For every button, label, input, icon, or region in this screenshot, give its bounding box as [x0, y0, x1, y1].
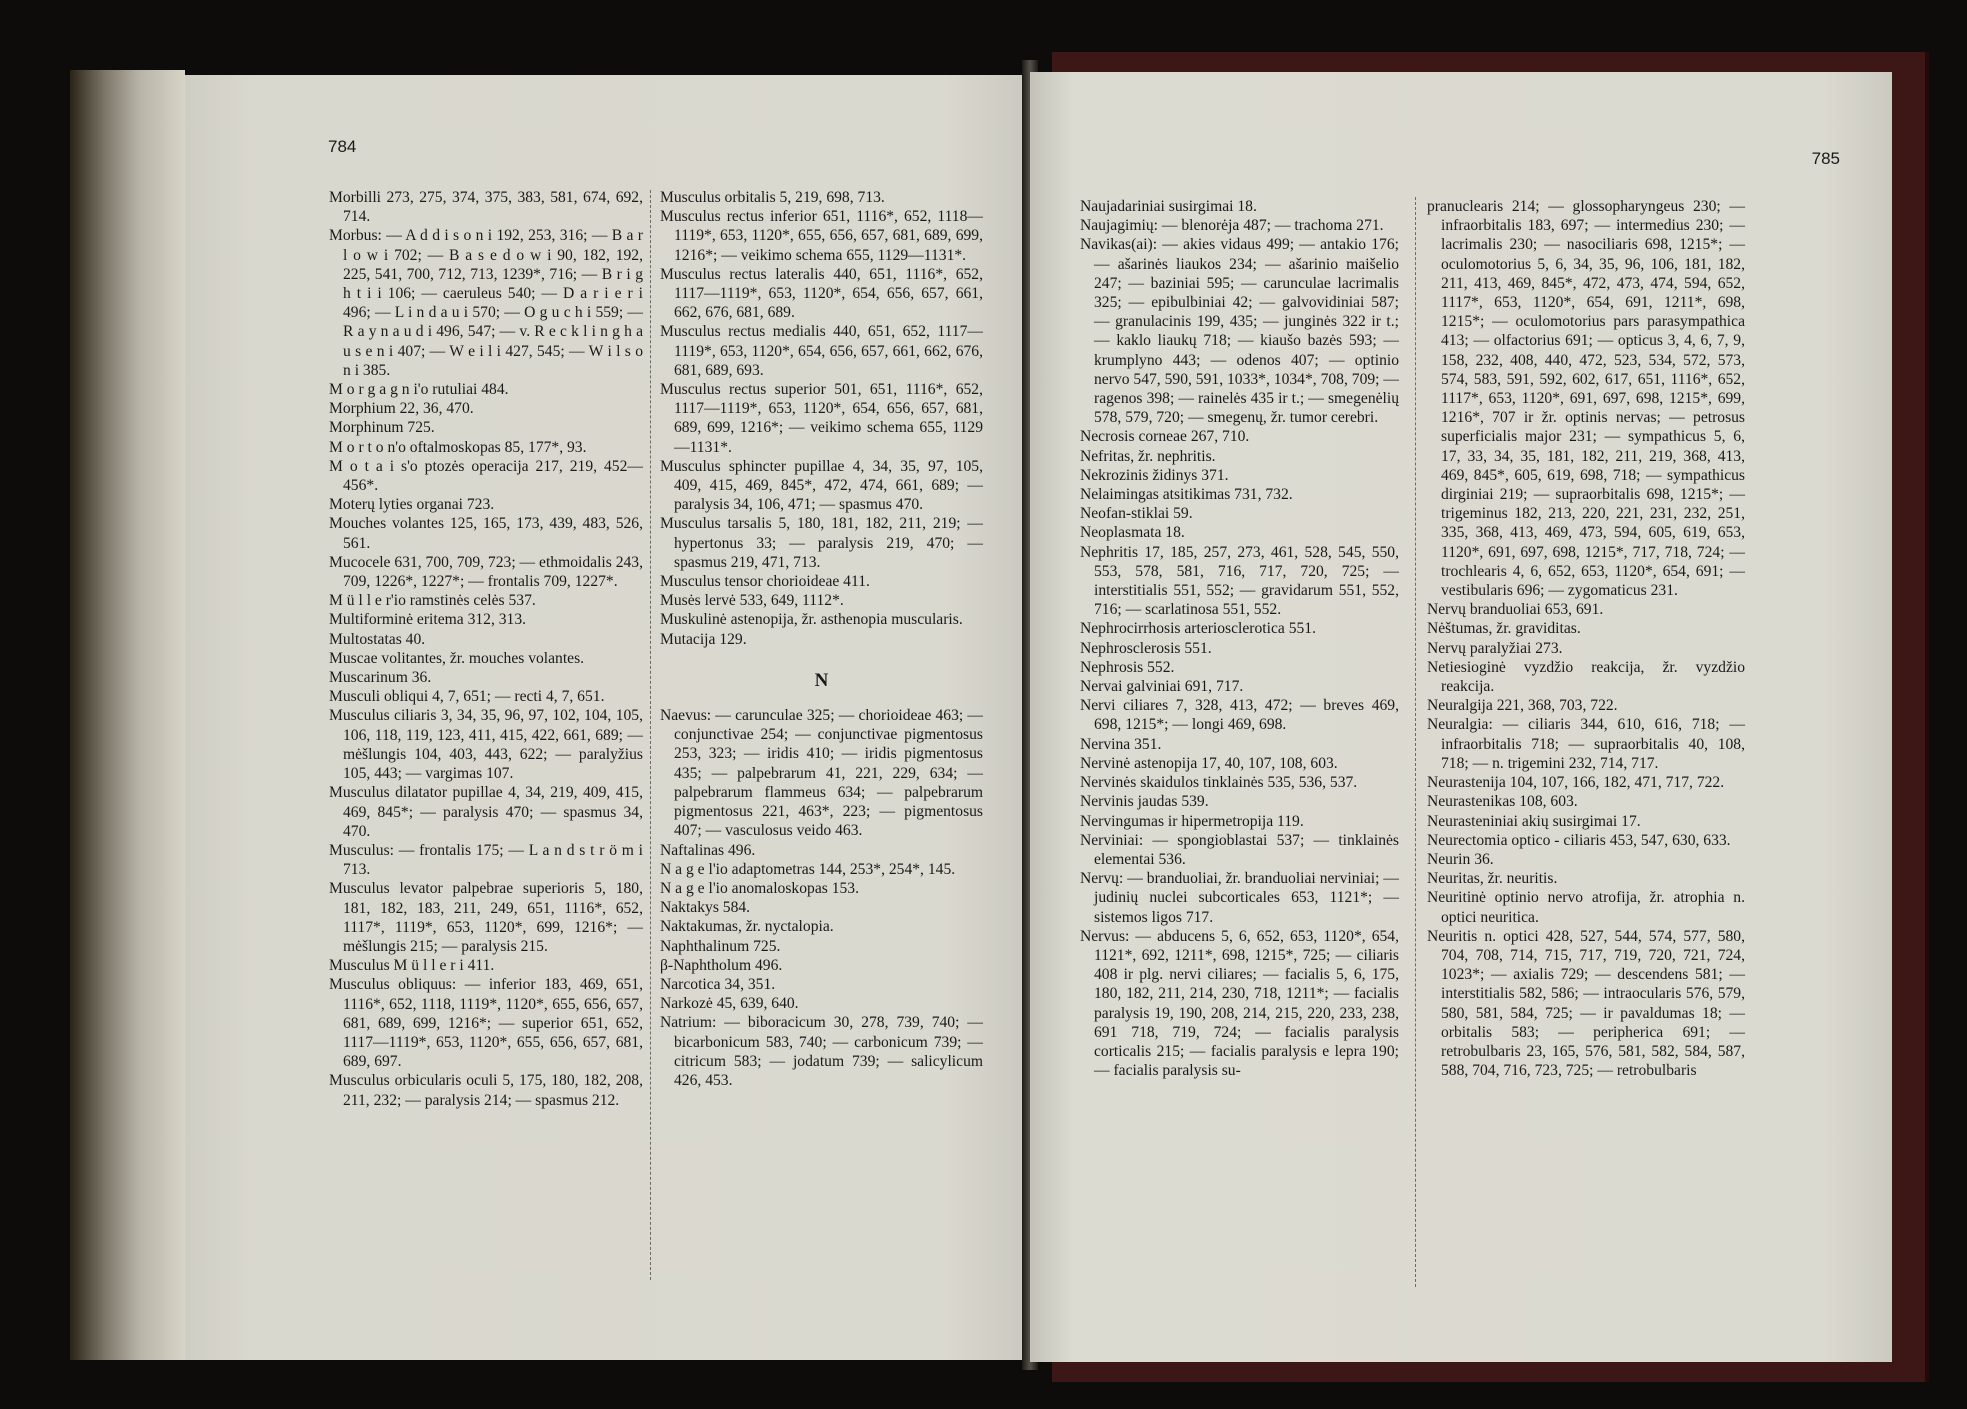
index-entry: Nervingumas ir hipermetropija 119. — [1080, 812, 1304, 830]
index-entry: Neurectomia optico - ciliaris 453, 547, 630, 633. — [1427, 831, 1731, 849]
index-entry: Musculus: — frontalis 175; — L a n d s t r ö m i 713. — [329, 841, 643, 879]
index-entry: Nervų branduoliai 653, 691. — [1427, 601, 1604, 619]
index-entry: Neurastenikas 108, 603. — [1427, 793, 1578, 811]
page-number-left: 784 — [328, 137, 357, 156]
index-entry: Musculus orbitalis 5, 219, 698, 713. — [660, 189, 885, 206]
index-entry: Neuritas, žr. neuritis. — [1427, 870, 1558, 888]
index-entry: Neuralgia: — ciliaris 344, 610, 616, 718; — infraorbitalis 718; — supraorbitalis 40, 108, 718; — n. trigemini 232, 714, 717. — [1427, 716, 1745, 772]
index-entry: Nervina 351. — [1080, 735, 1162, 753]
index-entry: Multiforminė eritema 312, 313. — [329, 611, 527, 629]
index-entry: Nervų paralyžiai 273. — [1427, 639, 1563, 657]
index-entry: Musculus tarsalis 5, 180, 181, 182, 211, 219; — hypertonus 33; — paralysis 219, 470; — spasmus 219, 471, 713. — [660, 515, 983, 571]
index-entry: Naujadariniai susirgimai 18. — [1080, 198, 1257, 215]
page-number-right: 785 — [1811, 149, 1840, 168]
index-entry: Nervai galviniai 691, 717. — [1080, 678, 1244, 696]
index-entry: Neuralgija 221, 368, 703, 722. — [1427, 697, 1618, 715]
index-entry: Naktakumas, žr. nyctalopia. — [660, 918, 834, 936]
index-column-2 — [660, 188, 983, 1090]
index-entry: Musculus sphincter pupillae 4, 34, 35, 97, 105, 409, 415, 469, 845*, 472, 474, 661, 689; — paralysis 34, 106, 471; — spasmus 470. — [660, 457, 983, 514]
index-entry: M o r g a g n i'o rutuliai 484. — [329, 381, 509, 399]
index-entry: Neurasteniniai akių susirgimai 17. — [1427, 812, 1641, 830]
index-entry: Necrosis corneae 267, 710. — [1080, 428, 1250, 446]
index-entry: pranuclearis 214; — glossopharyngeus 230; — infraorbitalis 183, 697; — intermedius 230; — lacrimalis 230; — nasociliaris 698, 1215*; — oculomotorius 5, 6, 34, 35, 96, 106, 181, 182, 211, 413, 469, 845*, 472, 473, 474, 594, 652, 1117*, 653, 1120*, 654, 691, 1211*, 698, 1215*; — oculomotorius pars parasympathica 413; — olfactorius 691; — opticus 3, 4, 6, 7, 9, 158, 232, 408, 440, 472, 523, 534, 572, 573, 574, 583, 591, 592, 602, 617, 651, 1116*, 652, 1117*, 653, 1120*, 691, 697, 698, 1215*, 699, 1216*, 707 ir žr. optinis nervas; — petrosus superficialis major 231; — sympathicus 5, 6, 17, 33, 34, 35, 181, 182, 211, 219, 368, 413, 469, 845*, 605, 619, 698, 718; — sympathicus dirginiai 219; — supraorbitalis 698, 1215*; — trigeminus 182, 213, 220, 221, 231, 232, 251, 335, 368, 413, 469, 473, 594, 605, 619, 653, 1120*, 691, 697, 698, 1215*, 717, 718, 724; — trochlearis 4, 6, 652, 653, 1120*, 654, 691; — vestibularis 696; — zygomaticus 231. — [1427, 198, 1745, 600]
index-entry: Musės lervė 533, 649, 1112*. — [660, 592, 844, 610]
index-entry: Nefritas, žr. nephritis. — [1080, 447, 1216, 465]
index-entry: Nephrosis 552. — [1080, 658, 1175, 676]
index-column-1 — [329, 188, 643, 1110]
index-column-4 — [1427, 197, 1745, 1080]
index-entry: Morbilli 273, 275, 374, 375, 383, 581, 674, 692, 714. — [329, 189, 643, 226]
right-page — [1030, 72, 1892, 1362]
index-entry: Neofan-stiklai 59. — [1080, 505, 1193, 523]
index-entry: Mouches volantes 125, 165, 173, 439, 483, 526, 561. — [329, 515, 643, 552]
index-entry: Nerviniai: — spongioblastai 537; — tinklainės elementai 536. — [1080, 831, 1399, 868]
index-entry: Nervi ciliares 7, 328, 413, 472; — breves 469, 698, 1215*; — longi 469, 698. — [1080, 697, 1399, 734]
index-entry: Muscae volitantes, žr. mouches volantes. — [329, 649, 585, 667]
index-entry: Netiesioginė vyzdžio reakcija, žr. vyzdžio reakcija. — [1427, 658, 1745, 696]
index-entry: Neuritis n. optici 428, 527, 544, 574, 577, 580, 704, 708, 714, 715, 717, 719, 720, 721, 724, 1023*; — axialis 729; — descendens 581; — interstitialis 582, 586; — intraocularis 576, 579, 580, 581, 584, 725; — ir pavaldumas 18; — orbitalis 583; — peripherica 691; — retrobulbaris 23, 165, 576, 581, 582, 584, 587, 588, 704, 716, 723, 725; — retrobulbaris — [1427, 927, 1745, 1080]
index-entry: Nėštumas, žr. graviditas. — [1427, 620, 1581, 638]
index-entry: Nervinės skaidulos tinklainės 535, 536, 537. — [1080, 774, 1358, 792]
index-entry: Musculus obliquus: — inferior 183, 469, 651, 1116*, 652, 1118, 1119*, 1120*, 655, 656, 657, 681, 689, 699, 1216*; — superior 651, 652, 1117—1119*, 653, 1120*, 655, 656, 657, 681, 689, 697. — [329, 976, 643, 1071]
index-entry: M o t a i s'o ptozės operacija 217, 219, 452—456*. — [329, 457, 643, 495]
index-entry: Muskulinė astenopija, žr. asthenopia muscularis. — [660, 611, 963, 629]
index-entry: Nephrosclerosis 551. — [1080, 639, 1212, 657]
index-entry: Musculus rectus superior 501, 651, 1116*, 652, 1117—1119*, 653, 1120*, 654, 656, 657, 681, 689, 699, 1216*; — veikimo schema 655, 1129—1131*. — [660, 381, 983, 456]
index-entry: N a g e l'io adaptometras 144, 253*, 254*, 145. — [660, 860, 956, 878]
index-entry: Nervinis jaudas 539. — [1080, 793, 1209, 811]
index-entry: Narkozė 45, 639, 640. — [660, 995, 799, 1013]
index-entry: Musculus tensor chorioideae 411. — [660, 573, 870, 591]
index-entry: Musculus rectus lateralis 440, 651, 1116*, 652, 1117—1119*, 653, 1120*, 654, 656, 657, 661, 662, 676, 681, 689. — [660, 265, 983, 322]
index-entry: Naevus: — carunculae 325; — chorioideae 463; — conjunctivae 254; — conjunctivae pigmentosus 253, 323; — iridis 410; — iridis pigmentosus 435; — palpebrarum 41, 221, 229, 634; — palpebrarum flammeus 634; — palpebrarum pigmentosus 221, 463*, 223; — pigmentosus 407; — vasculosus veido 463. — [660, 707, 983, 840]
index-entry: Morphium 22, 36, 470. — [329, 400, 474, 418]
index-entry: M ü l l e r'io ramstinės celės 537. — [329, 592, 536, 610]
index-entry: Narcotica 34, 351. — [660, 975, 776, 993]
index-entry: Nervus: — abducens 5, 6, 652, 653, 1120*, 654, 1121*, 692, 1211*, 698, 1215*, 725; — ciliaris 408 ir plg. nervi ciliares; — facialis 5, 6, 175, 180, 182, 211, 214, 230, 718, 1211*; — facialis paralysis 19, 190, 208, 214, 215, 220, 233, 238, 691 718, 719, 724; — facialis paralysis corticalis 215; — facialis paralysis e lepra 190; — facialis paralysis su- — [1080, 927, 1399, 1080]
index-entry: Neuritinė optinio nervo atrofija, žr. atrophia n. optici neuritica. — [1427, 889, 1745, 926]
index-entry: Neurin 36. — [1427, 850, 1494, 868]
index-entry: Nervinė astenopija 17, 40, 107, 108, 603. — [1080, 754, 1338, 772]
index-entry: Morphinum 725. — [329, 419, 435, 437]
index-entry: Musculi obliqui 4, 7, 651; — recti 4, 7, 651. — [329, 688, 605, 706]
index-entry: Nekrozinis židinys 371. — [1080, 466, 1229, 484]
index-entry: Naftalinas 496. — [660, 841, 756, 859]
index-entry: Muscarinum 36. — [329, 669, 432, 687]
column-divider — [650, 190, 651, 1280]
index-entry: Musculus rectus medialis 440, 651, 652, 1117—1119*, 653, 1120*, 654, 656, 657, 661, 662, 676, 681, 689, 693. — [660, 323, 983, 379]
column-divider — [1415, 197, 1416, 1287]
index-entry: Nelaimingas atsitikimas 731, 732. — [1080, 486, 1293, 504]
index-entry: Naujagimių: — blenorėja 487; — trachoma 271. — [1080, 217, 1384, 235]
index-entry: Musculus rectus inferior 651, 1116*, 652, 1118—1119*, 653, 1120*, 655, 656, 657, 681, 689, 699, 1216*; — veikimo schema 655, 1129—1131*. — [660, 208, 983, 264]
index-entry: Neoplasmata 18. — [1080, 524, 1185, 542]
section-heading-n: N — [814, 669, 829, 691]
index-entry: Naphthalinum 725. — [660, 937, 781, 955]
book-edge-left — [70, 70, 185, 1360]
index-entry: N a g e l'io anomaloskopas 153. — [660, 879, 859, 897]
index-entry: Neurastenija 104, 107, 166, 182, 471, 717, 722. — [1427, 774, 1725, 792]
index-entry: Multostatas 40. — [329, 630, 426, 648]
left-page — [185, 75, 1030, 1360]
index-entry: Nervų: — branduoliai, žr. branduoliai nerviniai; — judinių nuclei subcorticales 653, 1121*; — sistemos ligos 717. — [1080, 870, 1399, 926]
index-entry: Musculus M ü l l e r i 411. — [329, 957, 495, 975]
index-entry: Musculus dilatator pupillae 4, 34, 219, 409, 415, 469, 845*; — paralysis 470; — spasmus 34, 470. — [329, 784, 643, 840]
index-entry: Musculus levator palpebrae superioris 5, 180, 181, 182, 183, 211, 249, 651, 1116*, 652, 1117*, 1119*, 653, 1120*, 699, 1216*; — mėšlungis 215; — paralysis 215. — [329, 880, 643, 955]
index-entry: Musculus orbicularis oculi 5, 175, 180, 182, 208, 211, 232; — paralysis 214; — spasmus 212. — [329, 1072, 643, 1109]
index-entry: Mutacija 129. — [660, 630, 747, 648]
index-entry: Mucocele 631, 700, 709, 723; — ethmoidalis 243, 709, 1226*, 1227*; — frontalis 709, 1227*. — [329, 553, 643, 591]
index-entry: Moterų lyties organai 723. — [329, 496, 495, 514]
index-column-2-n-entries — [660, 706, 983, 1090]
index-column-3 — [1080, 197, 1399, 1080]
index-entry: Natrium: — biboracicum 30, 278, 739, 740; — bicarbonicum 583, 740; — carbonicum 739; — citricum 583; — jodatum 739; — salicylicum 426, 453. — [660, 1014, 983, 1089]
index-entry: M o r t o n'o oftalmoskopas 85, 177*, 93. — [329, 438, 587, 456]
index-entry: Morbus: — A d d i s o n i 192, 253, 316; — B a r l o w i 702; — B a s e d o w i 90, 182, 192, 225, 541, 700, 712, 713, 1239*, 716; — B r i g h t i i 106; — caeruleus 540; — D a r i e r i 496; — L i n d a u i 570; — O g u c h i 559; — R a y n a u d i 496, 547; — v. R e c k l i n g h a u s e n i 407; — W e i l i 427, 545; — W i l s o n i 385. — [329, 227, 643, 379]
index-entry: Navikas(ai): — akies vidaus 499; — antakio 176; — ašarinės liaukos 234; — ašarinio maišelio 247; — baziniai 595; — carunculae lacrimalis 325; — epibulbiniai 42; — galvovidiniai 587; — granulacinis 199, 435; — junginės 322 ir t.; — kaklo liaukų 718; — kiaušo bazės 593; — krumplyno 443; — odenos 407; — optinio nervo 547, 590, 591, 1033*, 1034*, 708, 709; — ragenos 398; — rainelės 435 ir t.; — smegenėlių 578, 579, 720; — smegenų, žr. tumor cerebri. — [1080, 236, 1399, 427]
index-entry: β-Naphtholum 496. — [660, 956, 783, 974]
index-column-2-entries — [660, 188, 983, 649]
index-entry: Nephrocirrhosis arteriosclerotica 551. — [1080, 620, 1316, 638]
index-entry: Nephritis 17, 185, 257, 273, 461, 528, 545, 550, 553, 578, 581, 716, 717, 720, 725; — interstitialis 551, 552; — gravidarum 551, 552, 716; — scarlatinosa 551, 552. — [1080, 543, 1399, 619]
index-entry: Naktakys 584. — [660, 899, 751, 917]
index-entry: Musculus ciliaris 3, 34, 35, 96, 97, 102, 104, 105, 106, 118, 119, 123, 411, 415, 422, 661, 689; — mėšlungis 104, 403, 443, 622; — paralyžius 105, 443; — vargimas 107. — [329, 707, 643, 783]
